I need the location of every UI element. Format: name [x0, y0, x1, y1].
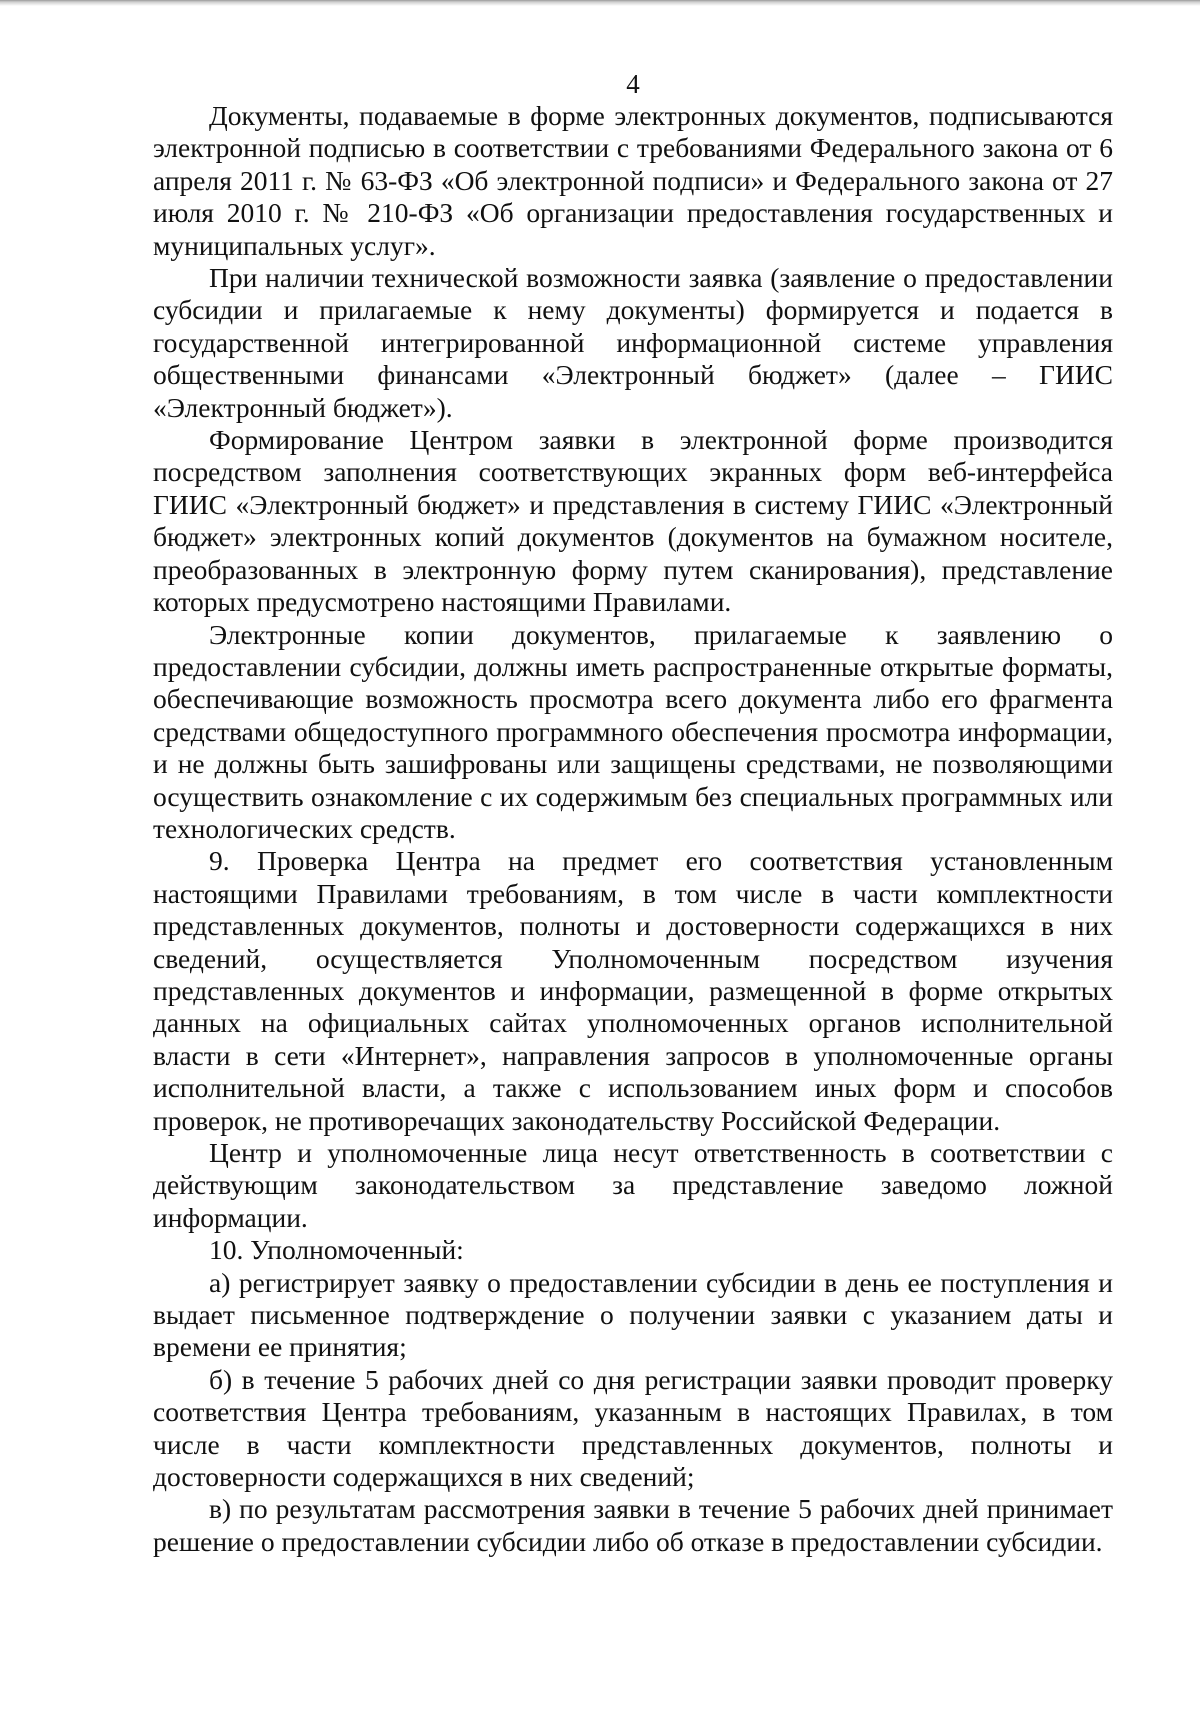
paragraph-item-9: 9. Проверка Центра на предмет его соответствия установленным настоящими Правилами требованиям, в том числе в части комплектности представленных документов, полноты и достоверности содержащихся в них сведений, осуществляется Уполномоченным посредством изучения представленных документов и информации, размещенной в форме открытых данных на официальных сайтах уполномоченных органов исполнительной власти в сети «Интернет», направления запросов в уполномоченные органы исполнительной власти, а также с использованием иных форм и способов проверок, не противоречащих законодательству Российской Федерации.	[153, 845, 1113, 1136]
page-number: 4	[626, 69, 640, 99]
paragraph-item-10-c: в) по результатам рассмотрения заявки в течение 5 рабочих дней принимает решение о предоставлении субсидии либо об отказе в предоставлении субсидии.	[153, 1493, 1113, 1557]
paragraph-technical-possibility: При наличии технической возможности заявка (заявление о предоставлении субсидии и прилагаемые к нему документы) формируется и подается в государственной интегрированной информационной системе управления общественными финансами «Электронный бюджет» (далее – ГИИС «Электронный бюджет»).	[153, 262, 1113, 423]
paragraph-item-10-a: а) регистрирует заявку о предоставлении субсидии в день ее поступления и выдает письменное подтверждение о получении заявки с указанием даты и времени ее принятия;	[153, 1266, 1113, 1363]
paragraph-electronic-signature: Документы, подаваемые в форме электронных документов, подписываются электронной подписью в соответствии с требованиями Федерального закона от 6 апреля 2011 г. № 63-ФЗ «Об электронной подписи» и Федерального закона от 27 июля 2010 г. № 210-ФЗ «Об организации предоставления государственных и муниципальных услуг».	[153, 100, 1113, 261]
paragraph-application-forming: Формирование Центром заявки в электронной форме производится посредством заполнения соответствующих экранных форм веб-интерфейса ГИИС «Электронный бюджет» и представления в систему ГИИС «Электронный бюджет» электронных копий документов (документов на бумажном носителе, преобразованных в электронную форму путем сканирования), представление которых предусмотрено настоящими Правилами.	[153, 424, 1113, 618]
paragraph-item-10-b: б) в течение 5 рабочих дней со дня регистрации заявки проводит проверку соответствия Центра требованиям, указанным в настоящих Правилах, в том числе в части комплектности представленных документов, полноты и достоверности содержащихся в них сведений;	[153, 1363, 1113, 1493]
document-page	[153, 68, 1113, 1558]
paragraph-electronic-copies: Электронные копии документов, прилагаемые к заявлению о предоставлении субсидии, должны иметь распространенные открытые форматы, обеспечивающие возможность просмотра всего документа либо его фрагмента средствами общедоступного программного обеспечения просмотра информации, и не должны быть зашифрованы или защищены средствами, не позволяющими осуществить ознакомление с их содержимым без специальных программных или технологических средств.	[153, 618, 1113, 844]
paragraph-item-10-heading: 10. Уполномоченный:	[209, 1234, 464, 1266]
scan-top-edge	[0, 0, 1200, 6]
paragraph-responsibility: Центр и уполномоченные лица несут ответственность в соответствии с действующим законодательством за представление заведомо ложной информации.	[153, 1137, 1113, 1233]
